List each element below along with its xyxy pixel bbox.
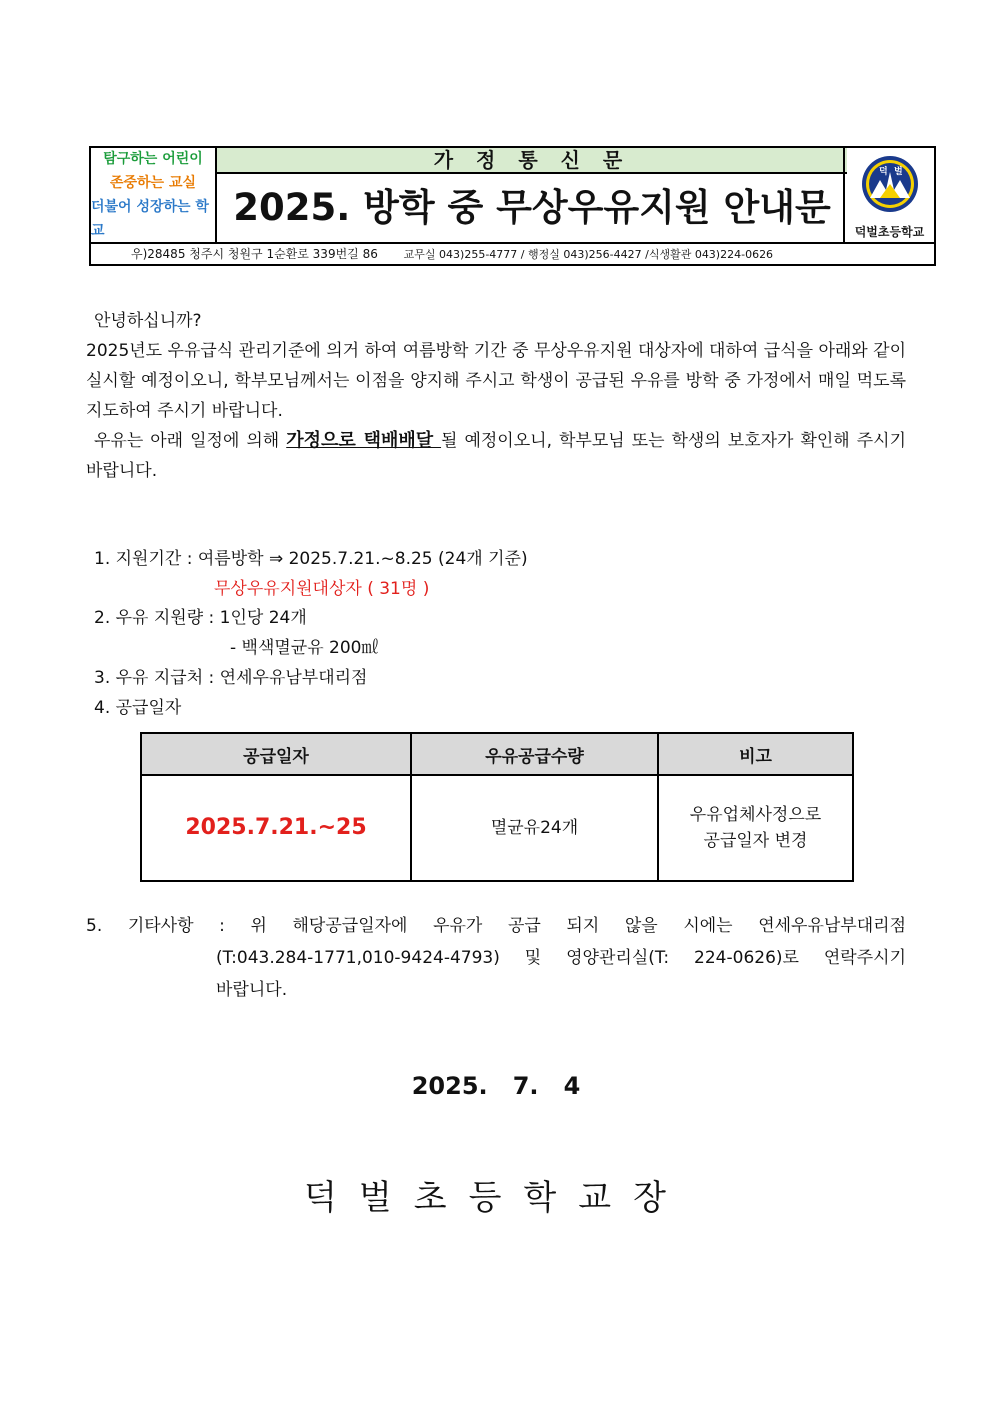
- misc-notes-line-2: (T:043.284-1771,010-9424-4793) 및 영양관리실(T: 224-0626)로 연락주시기: [216, 948, 906, 968]
- intro-paragraph-2: [86, 426, 906, 486]
- principal-signature: 덕벌초등학교장: [304, 1178, 688, 1218]
- slogan-line-3: 더불어 성장하는 학교: [91, 199, 209, 239]
- school-emblem-icon: [858, 154, 922, 214]
- item-support-period: 1. 지원기간 : 여름방학 ⇒ 2025.7.21.~8.25 (24개 기준): [94, 549, 528, 569]
- school-contacts: 교무실 043)255-4777 / 행정실 043)256-4427 /식생활관 043)224-0626: [403, 248, 774, 261]
- table-header-date: 공급일자: [141, 733, 411, 775]
- note-line-1: 우유업체사정으로: [689, 805, 822, 825]
- supply-note-cell: [658, 775, 853, 881]
- slogan-line-1: 탐구하는 어린이: [103, 151, 203, 167]
- misc-notes-line-3: 바랍니다.: [216, 980, 288, 1000]
- intro-p2-emphasis: 가정으로 택배배달: [286, 430, 442, 451]
- page-title: 2025. 방학 중 무상우유지원 안내문: [233, 186, 831, 229]
- table-header-row: [141, 733, 853, 775]
- item-supplier: 3. 우유 지급처 : 연세우유남부대리점: [94, 668, 368, 688]
- school-slogan: [91, 148, 217, 242]
- svg-text:벌: 벌: [894, 167, 903, 177]
- intro-paragraph-1: 2025년도 우유급식 관리기준에 의거 하여 여름방학 기간 중 무상우유지원 대상자에 대하여 급식을 아래와 같이 실시할 예정이오니, 학부모님께서는 이점을 양지해 주시고 학생이 공급된 우유를 방학 중 가정에서 매일 먹도록 지도하여 주시기 바랍니다.: [86, 341, 906, 421]
- address-bar: [91, 242, 934, 264]
- misc-notes-line-1: 5. 기타사항 : 위 해당공급일자에 우유가 공급 되지 않을 시에는 연세우유남부대리점: [86, 916, 906, 936]
- note-line-2: 공급일자 변경: [703, 831, 808, 851]
- supply-date-cell: 2025.7.21.~25: [141, 775, 411, 881]
- greeting: 안녕하십니까?: [94, 311, 202, 331]
- item-support-target: 무상우유지원대상자 ( 31명 ): [214, 579, 430, 599]
- supply-qty-cell: 멸균유24개: [411, 775, 658, 881]
- slogan-line-2: 존중하는 교실: [109, 175, 197, 191]
- table-header-qty: 우유공급수량: [411, 733, 658, 775]
- school-logo-box: [843, 148, 934, 242]
- svg-text:덕: 덕: [879, 167, 888, 177]
- item-support-amount: 2. 우유 지원량 : 1인당 24개: [94, 608, 307, 628]
- newsletter-kind: 가 정 통 신 문: [217, 148, 847, 174]
- item-supply-date: 4. 공급일자: [94, 698, 182, 718]
- school-name: 덕벌초등학교: [854, 225, 925, 239]
- newsletter-header: [89, 146, 936, 266]
- supply-table: [140, 732, 854, 882]
- table-header-note: 비고: [658, 733, 853, 775]
- table-row: [141, 775, 853, 881]
- item-milk-type: - 백색멸균유 200㎖: [230, 638, 379, 658]
- school-address: 우)28485 청주시 청원구 1순환로 339번길 86: [131, 247, 378, 261]
- intro-p2-before: 우유는 아래 일정에 의해: [94, 431, 287, 451]
- intro-p2-after: 될 예정이오니, 학부모님 또는 학생의 보호자가 확인해 주시기 바랍니다.: [86, 431, 906, 481]
- issue-date: 2025. 7. 4: [411, 1072, 581, 1100]
